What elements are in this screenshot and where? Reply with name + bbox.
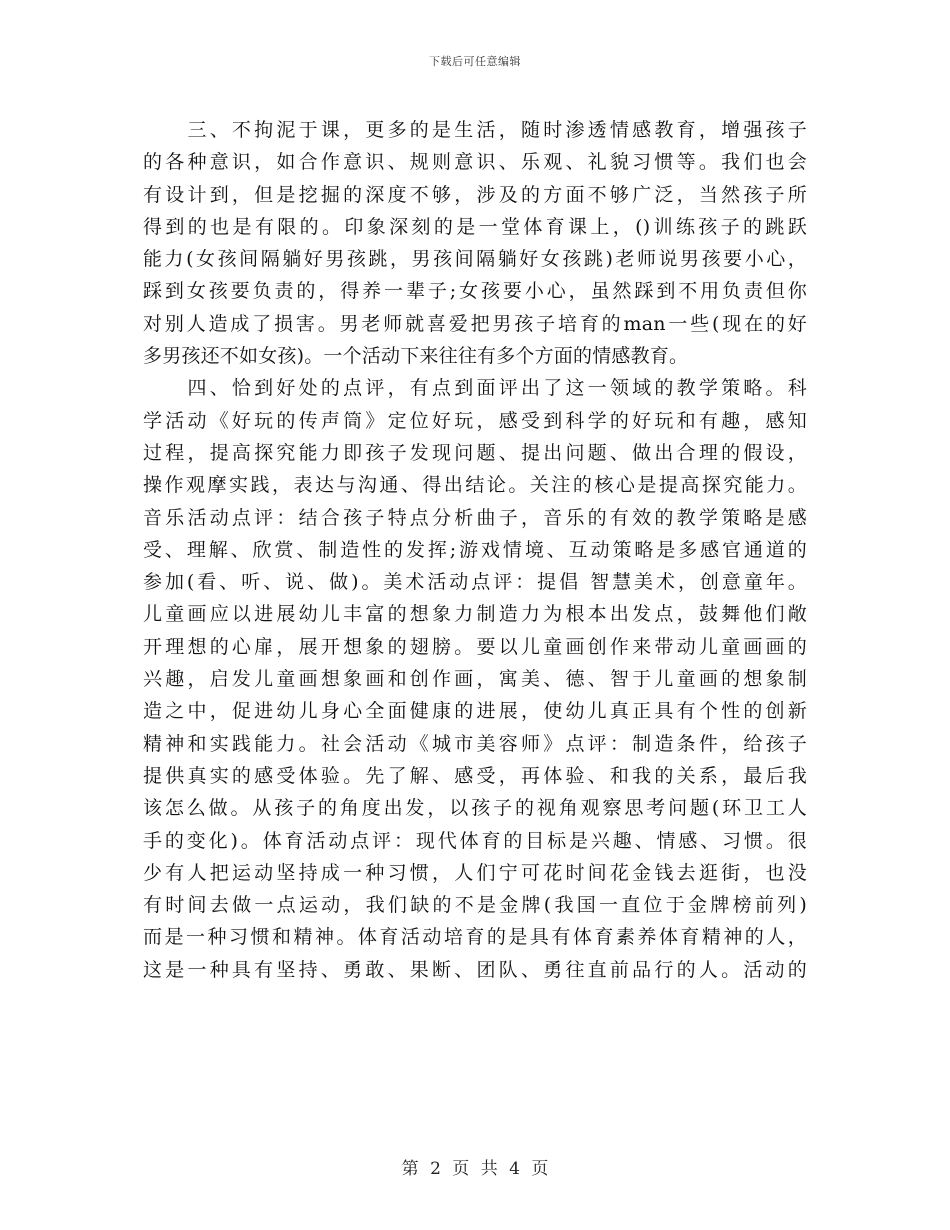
text-line: 受、理解、欣赏、制造性的发挥;游戏情境、互动策略是多感官通道的 [143, 538, 807, 561]
paragraph-4 [143, 372, 807, 986]
text-line: 的各种意识，如合作意识、规则意识、乐观、礼貌习惯等。我们也会 [143, 151, 807, 174]
text-line: 四、恰到好处的点评，有点到面评出了这一领域的教学策略。科 [143, 377, 807, 400]
page-header: 下载后可任意编辑 [429, 55, 521, 68]
text-line: 精神和实践能力。社会活动《城市美容师》点评：制造条件，给孩子 [143, 732, 807, 755]
text-line: 手的变化)。体育活动点评：现代体育的目标是兴趣、情感、习惯。很 [143, 829, 807, 852]
text-line: 兴趣，启发儿童画想象画和创作画，寓美、德、智于儿童画的想象制 [143, 668, 807, 691]
text-line: 参加(看、听、说、做)。美术活动点评：提倡 智慧美术，创意童年。 [143, 571, 807, 594]
text-line: 开理想的心扉，展开想象的翅膀。要以儿童画创作来带动儿童画画的 [143, 635, 807, 658]
text-line: 儿童画应以进展幼儿丰富的想象力制造力为根本出发点，鼓舞他们敞 [143, 603, 807, 626]
text-line: 该怎么做。从孩子的角度出发，以孩子的视角观察思考问题(环卫工人 [143, 797, 807, 820]
text-line: 踩到女孩要负责的，得养一辈子;女孩要小心，虽然踩到不用负责但你 [143, 280, 807, 303]
text-line: 有设计到，但是挖掘的深度不够，涉及的方面不够广泛，当然孩子所 [143, 183, 807, 206]
text-line: 操作观摩实践，表达与沟通、得出结论。关注的核心是提高探究能力。 [143, 474, 807, 497]
text-line: 少有人把运动坚持成一种习惯，人们宁可花时间花金钱去逛街，也没 [143, 861, 807, 884]
text-line: 有时间去做一点运动，我们缺的不是金牌(我国一直位于金牌榜前列) [143, 894, 807, 917]
paragraph-3 [143, 114, 807, 372]
text-line: 学活动《好玩的传声筒》定位好玩，感受到科学的好玩和有趣，感知 [143, 409, 807, 432]
text-line: 这是一种具有坚持、勇敢、果断、团队、勇往直前品行的人。活动的 [143, 958, 807, 981]
document-body [143, 114, 807, 986]
text-line: 得到的也是有限的。印象深刻的是一堂体育课上，()训练孩子的跳跃 [143, 215, 807, 238]
text-line: 提供真实的感受体验。先了解、感受，再体验、和我的关系，最后我 [143, 764, 807, 787]
text-line: 三、不拘泥于课，更多的是生活，随时渗透情感教育，增强孩子 [143, 119, 807, 141]
text-line: 多男孩还不如女孩)。一个活动下来往往有多个方面的情感教育。 [143, 345, 689, 368]
page-number: 第 2 页 共 4 页 [401, 1159, 549, 1179]
text-line: 对别人造成了损害。男老师就喜爱把男孩子培育的man一些(现在的好 [143, 312, 807, 335]
text-line: 而是一种习惯和精神。体育活动培育的是具有体育素养体育精神的人， [143, 926, 807, 949]
text-line: 过程，提高探究能力即孩子发现问题、提出问题、做出合理的假设， [143, 441, 807, 464]
text-line: 造之中，促进幼儿身心全面健康的进展，使幼儿真正具有个性的创新 [143, 700, 807, 723]
text-line: 音乐活动点评：结合孩子特点分析曲子，音乐的有效的教学策略是感 [143, 506, 807, 529]
text-line: 能力(女孩间隔躺好男孩跳，男孩间隔躺好女孩跳)老师说男孩要小心， [143, 248, 807, 271]
